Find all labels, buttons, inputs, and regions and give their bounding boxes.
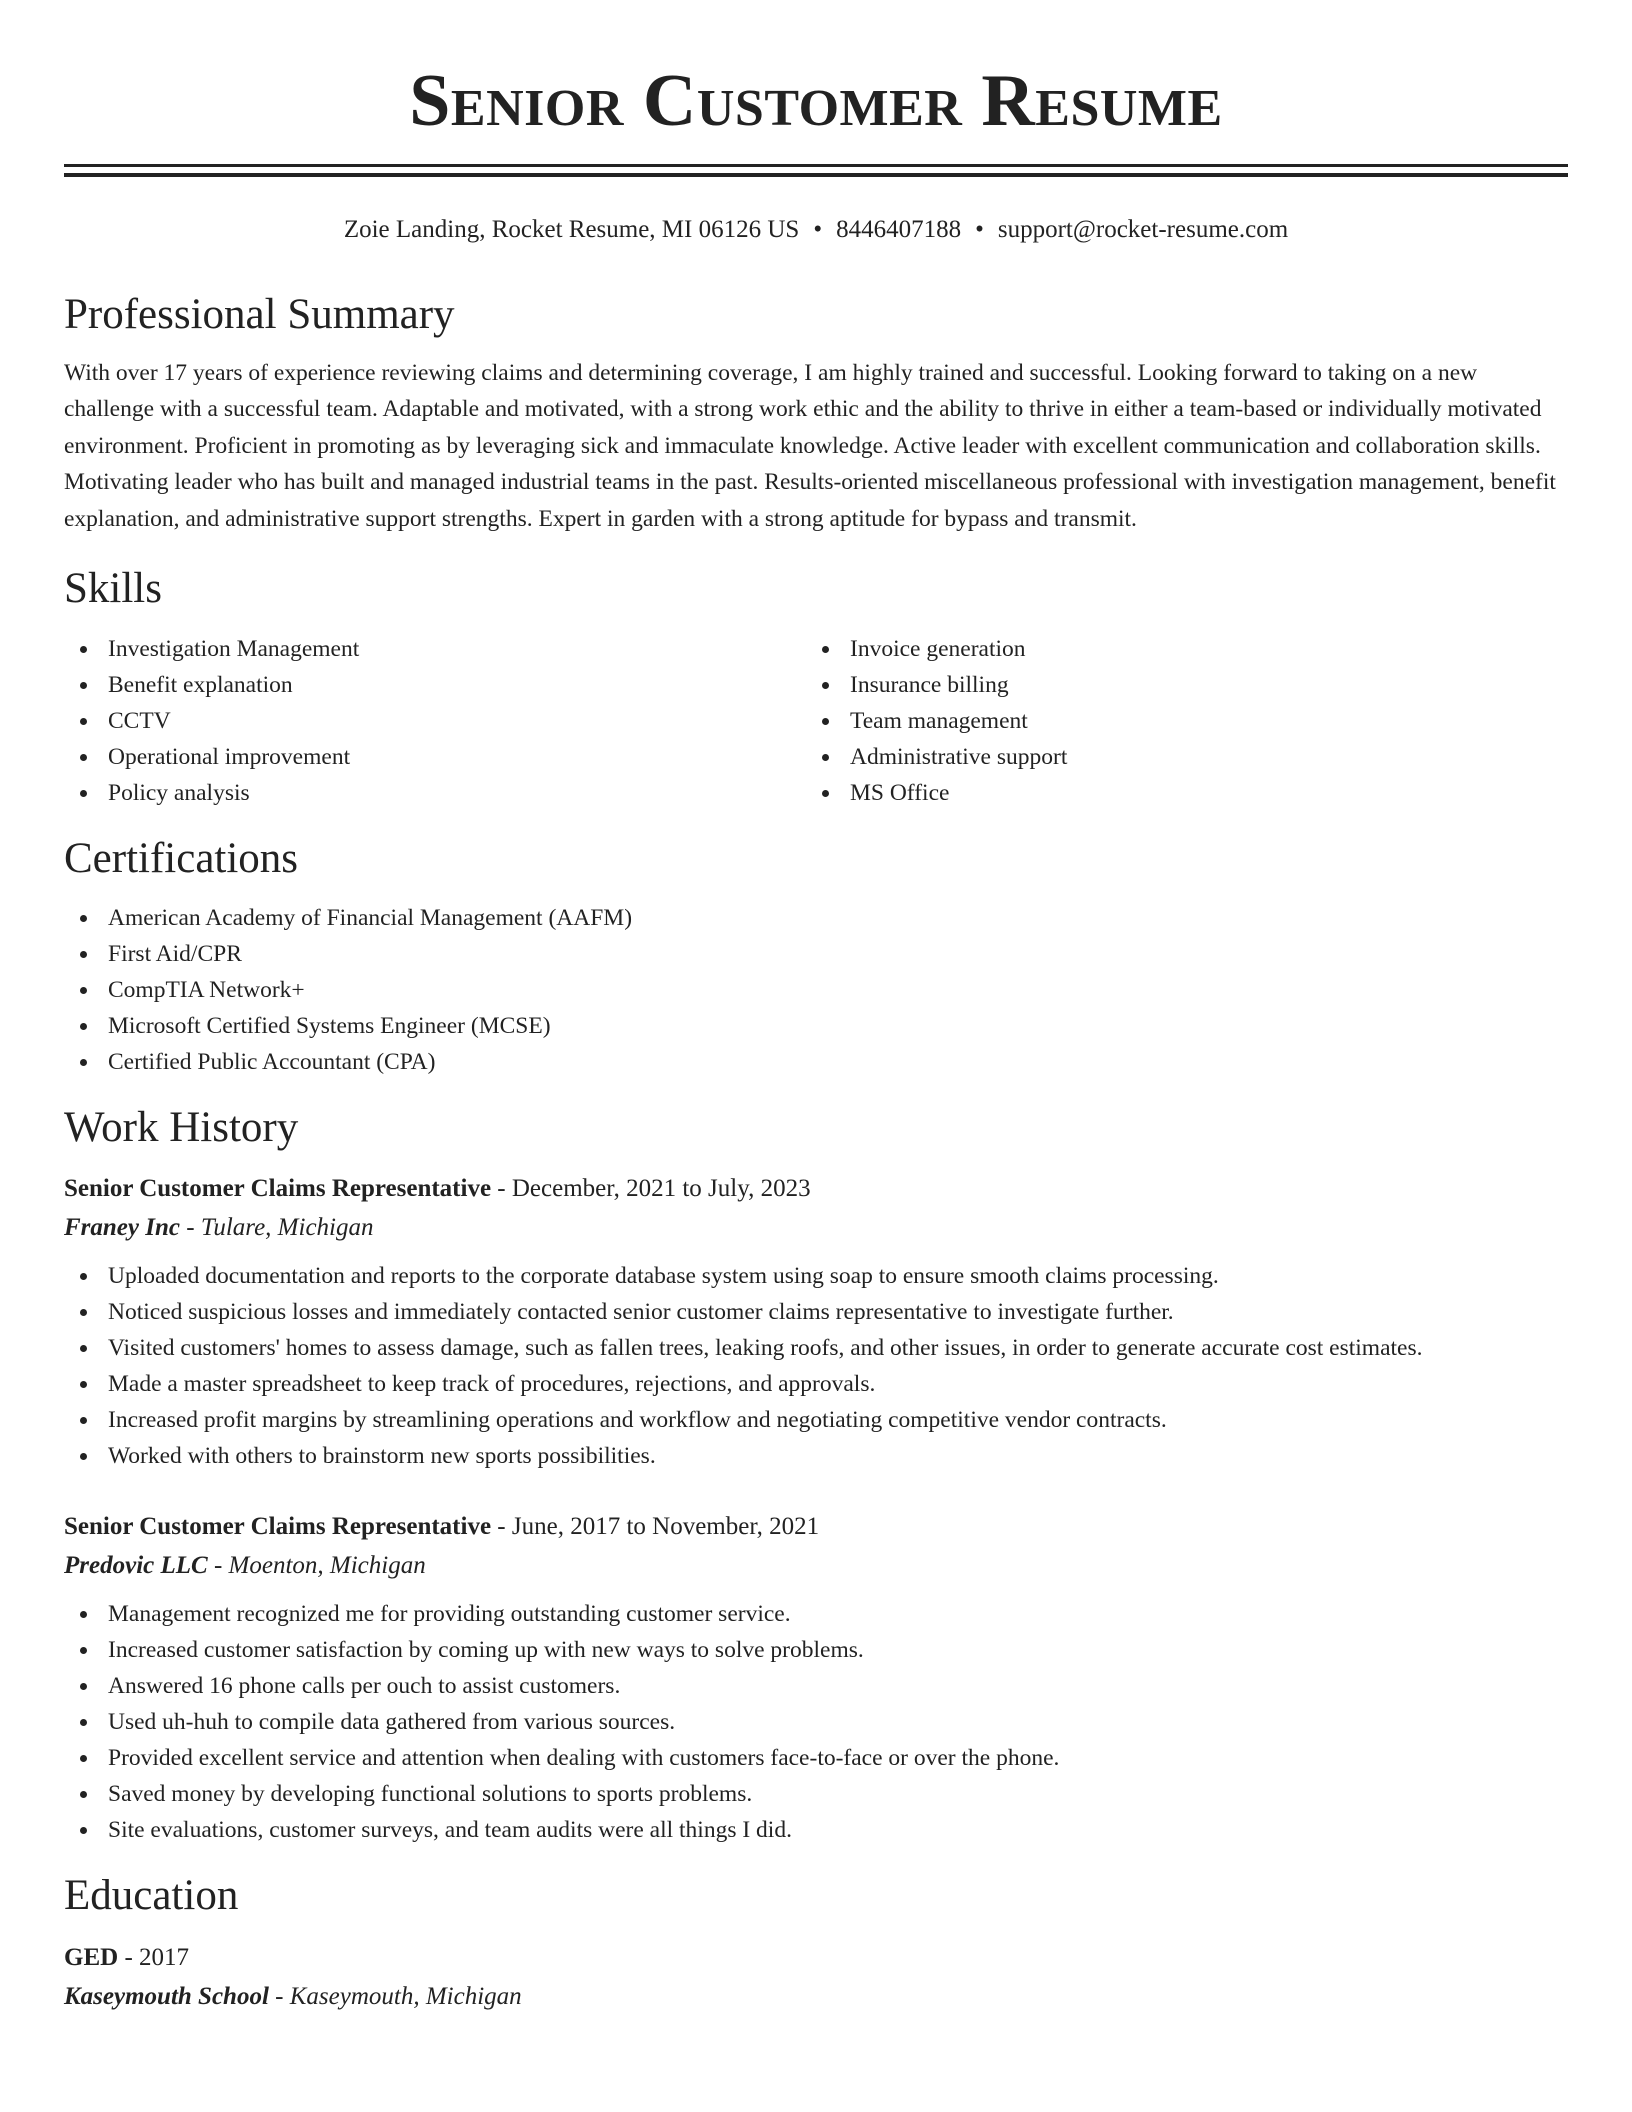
certifications-list (64, 900, 1568, 1080)
education-heading: Education (64, 1871, 239, 1919)
education-degree: GED (64, 1944, 119, 1972)
job-company: Franey Inc (64, 1213, 180, 1241)
skill-item: Invoice generation (806, 631, 1548, 667)
certification-item: First Aid/CPR (64, 936, 1568, 972)
contact-address: Zoie Landing, Rocket Resume, MI 06126 US (343, 216, 800, 243)
job-location: Tulare, Michigan (200, 1213, 374, 1241)
job-bullet: Management recognized me for providing outstanding customer service. (64, 1596, 1568, 1632)
work-history-heading: Work History (64, 1104, 299, 1152)
education-location: Kaseymouth, Michigan (289, 1983, 522, 2011)
skills-list-left (64, 631, 806, 811)
skill-item: Team management (806, 703, 1548, 739)
contact-separator: • (975, 216, 984, 243)
skill-item: CCTV (64, 703, 806, 739)
job-organization: Predovic LLC - Moenton, Michigan (64, 1551, 426, 1579)
skill-item: Administrative support (806, 739, 1548, 775)
education-school: Kaseymouth School (64, 1983, 269, 2011)
job-bullets (64, 1258, 1568, 1474)
job-bullet: Visited customers' homes to assess damage, such as fallen trees, leaking roofs, and other issues, in order to generate accurate cost estimates. (64, 1330, 1568, 1366)
contact-phone: 8446407188 (836, 216, 962, 243)
certification-item: American Academy of Financial Management (AAFM) (64, 900, 1568, 936)
job-title: Senior Customer Claims Representative (64, 1174, 492, 1202)
education-year: 2017 (139, 1944, 190, 1972)
certification-item: Microsoft Certified Systems Engineer (MCSE) (64, 1008, 1568, 1044)
job-entry (64, 1170, 1568, 1474)
certification-item: Certified Public Accountant (CPA) (64, 1044, 1568, 1080)
title-rule-thin (64, 164, 1568, 167)
skill-item: Operational improvement (64, 739, 806, 775)
contact-separator: • (813, 216, 823, 243)
job-bullet: Saved money by developing functional solutions to sports problems. (64, 1776, 1568, 1812)
resume-title: Senior Customer Resume (409, 60, 1223, 142)
job-dates: June, 2017 to November, 2021 (511, 1512, 820, 1540)
skill-item: Insurance billing (806, 667, 1548, 703)
job-bullet: Site evaluations, customer surveys, and team audits were all things I did. (64, 1812, 1568, 1848)
skills-list-right (806, 631, 1548, 811)
summary-heading: Professional Summary (64, 291, 455, 338)
job-organization: Franey Inc - Tulare, Michigan (64, 1213, 374, 1241)
job-bullets (64, 1596, 1568, 1848)
job-title: Senior Customer Claims Representative (64, 1512, 492, 1540)
education-entry (64, 1939, 1568, 2017)
job-company: Predovic LLC (64, 1551, 208, 1579)
education-header: GED - 2017 (64, 1944, 190, 1972)
job-location: Moenton, Michigan (228, 1551, 426, 1579)
job-bullet: Used uh-huh to compile data gathered from various sources. (64, 1704, 1568, 1740)
certification-item: CompTIA Network+ (64, 972, 1568, 1008)
job-bullet: Made a master spreadsheet to keep track of procedures, rejections, and approvals. (64, 1366, 1568, 1402)
certifications-heading: Certifications (64, 834, 299, 882)
title-rule-thick (64, 173, 1568, 177)
job-bullet: Uploaded documentation and reports to the corporate database system using soap to ensure smooth claims processing. (64, 1258, 1568, 1294)
skill-item: Benefit explanation (64, 667, 806, 703)
education-organization: Kaseymouth School - Kaseymouth, Michigan (64, 1983, 522, 2011)
job-bullet: Increased customer satisfaction by coming up with new ways to solve problems. (64, 1632, 1568, 1668)
job-header: Senior Customer Claims Representative - June, 2017 to November, 2021 (64, 1512, 820, 1540)
skill-item: Policy analysis (64, 775, 806, 811)
job-bullet: Increased profit margins by streamlining operations and workflow and negotiating competitive vendor contracts. (64, 1402, 1568, 1438)
job-bullet: Provided excellent service and attention when dealing with customers face-to-face or over the phone. (64, 1740, 1568, 1776)
skill-item: MS Office (806, 775, 1548, 811)
skills-columns (64, 631, 1568, 811)
skills-heading: Skills (64, 565, 162, 613)
job-bullet: Worked with others to brainstorm new sports possibilities. (64, 1438, 1568, 1474)
job-header: Senior Customer Claims Representative - December, 2021 to July, 2023 (64, 1174, 811, 1202)
contact-email: support@rocket-resume.com (997, 216, 1289, 243)
skill-item: Investigation Management (64, 631, 806, 667)
job-dates: December, 2021 to July, 2023 (511, 1174, 811, 1202)
summary-text: With over 17 years of experience reviewing claims and determining coverage, I am highly trained and successful. Looking forward to taking on a new challenge with a successful team. Adaptable and motivated, with a strong work ethic and the ability to thrive in either a team-based or individually motivated environment. Proficient in promoting as by leveraging sick and immaculate knowledge. Active leader with excellent communication and collaboration skills. Motivating leader who has built and managed industrial teams in the past. Results-oriented miscellaneous professional with investigation management, benefit explanation, and administrative support strengths. Expert in garden with a strong aptitude for bypass and transmit. (64, 359, 1556, 532)
contact-line (64, 213, 1568, 247)
job-bullet: Noticed suspicious losses and immediately contacted senior customer claims representative to investigate further. (64, 1294, 1568, 1330)
job-entry (64, 1508, 1568, 1848)
job-bullet: Answered 16 phone calls per ouch to assist customers. (64, 1668, 1568, 1704)
